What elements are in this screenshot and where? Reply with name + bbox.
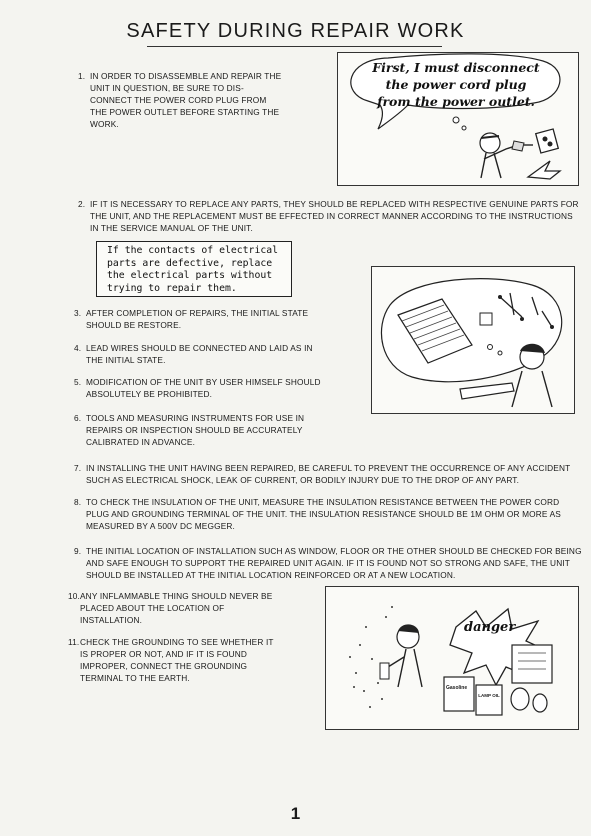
item-number: 2. [78,199,86,209]
item-number: 9. [74,546,82,556]
item-text: MODIFICATION OF THE UNIT BY USER HIMSELF SHOULD ABSOLUTELY BE PROHIBITED. [86,377,321,399]
item-number: 11. [68,637,80,647]
danger-label: danger [464,620,516,635]
safety-item-6 [74,412,322,448]
note-text: If the contacts of electrical parts are defective, replace the electrical parts without trying to repair them. [107,245,279,294]
title-underline [147,46,442,47]
speech-bubble-text: First, I must disconnect the power cord plug from the power outlet. [372,60,540,109]
item-text: LEAD WIRES SHOULD BE CONNECTED AND LAID AS IN THE INITIAL STATE. [86,343,313,365]
danger-illustration [326,587,578,729]
item-number: 3. [74,308,82,318]
contacts-note-box [96,241,292,297]
item-text: TO CHECK THE INSULATION OF THE UNIT, MEASURE THE INSULATION RESISTANCE BETWEEN THE POWER CORD PLUG AND GROUNDING TERMINAL OF THE UNIT. THE INSULATION RESISTANCE SHOULD BE 1M OHM OR MORE AS MEASURED BY A 500V DC MEGGER. [86,497,561,531]
item-number: 7. [74,463,82,473]
manual-illustration [372,267,574,413]
safety-item-1 [78,70,282,130]
page-number: 1 [290,804,301,823]
item-text: AFTER COMPLETION OF REPAIRS, THE INITIAL STATE SHOULD BE RESTORE. [86,308,309,330]
item-text: CHECK THE GROUNDING TO SEE WHETHER IT IS PROPER OR NOT, AND IF IT IS FOUND IMPROPER, CONNECT THE GROUNDING TERMINAL TO THE EARTH. [80,637,274,683]
safety-item-10 [68,590,276,626]
item-text: IN INSTALLING THE UNIT HAVING BEEN REPAIRED, BE CAREFUL TO PREVENT THE OCCURRENCE OF ANY ACCIDENT SUCH AS ELECTRICAL SHOCK, LEAK OF CURRENT, OR BODILY INJURY DUE TO THE DROP OF ANY PART. [86,463,571,485]
safety-item-8 [74,496,582,532]
safety-item-4 [74,342,322,366]
safety-item-3 [74,307,322,331]
illustration-disconnect-panel [337,52,579,186]
item-text: IN ORDER TO DISASSEMBLE AND REPAIR THE UNIT IN QUESTION, BE SURE TO DIS- CONNECT THE POWER CORD PLUG FROM THE POWER OUTLET BEFORE STARTING THE WORK. [90,71,282,129]
safety-item-9 [74,545,582,581]
item-text: IF IT IS NECESSARY TO REPLACE ANY PARTS, THEY SHOULD BE REPLACED WITH RESPECTIVE GENUINE PARTS FOR THE UNIT, AND THE REPLACEMENT MUST BE EFFECTED IN CORRECT MANNER ACCORDING TO THE INSTRUCTIONS IN THE SERVICE MANUAL OF THE UNIT. [90,199,579,233]
item-number: 5. [74,377,82,387]
safety-item-5 [74,376,326,400]
item-number: 8. [74,497,82,507]
item-number: 6. [74,413,82,423]
illustration-danger-panel [325,586,579,730]
item-number: 1. [78,71,86,81]
page-title: SAFETY DURING REPAIR WORK [126,20,465,42]
safety-item-7 [74,462,582,486]
safety-item-11 [68,636,280,684]
item-number: 4. [74,343,82,353]
item-text: TOOLS AND MEASURING INSTRUMENTS FOR USE IN REPAIRS OR INSPECTION SHOULD BE ACCURATELY CALIBRATED IN ADVANCE. [86,413,305,447]
illustration-manual-panel [371,266,575,414]
item-number: 10. [68,591,80,601]
lamp-oil-can-label: LAMP OIL [478,693,500,698]
gasoline-can-label: Gasoline [446,685,468,691]
item-text: THE INITIAL LOCATION OF INSTALLATION SUCH AS WINDOW, FLOOR OR THE OTHER SHOULD BE CHECKED FOR BEING AND SAFE ENOUGH TO SUPPORT THE REPAIRED UNIT AGAIN. IF IT IS FOUND NOT SO STRONG AND SAFE, THE UNIT SHOULD BE INSTALLED AT THE INITIAL LOCATION REINFORCED OR AT A NEW LOCATION. [86,546,582,580]
item-text: ANY INFLAMMABLE THING SHOULD NEVER BE PLACED ABOUT THE LOCATION OF INSTALLATION. [80,591,273,625]
safety-item-2 [78,198,582,234]
